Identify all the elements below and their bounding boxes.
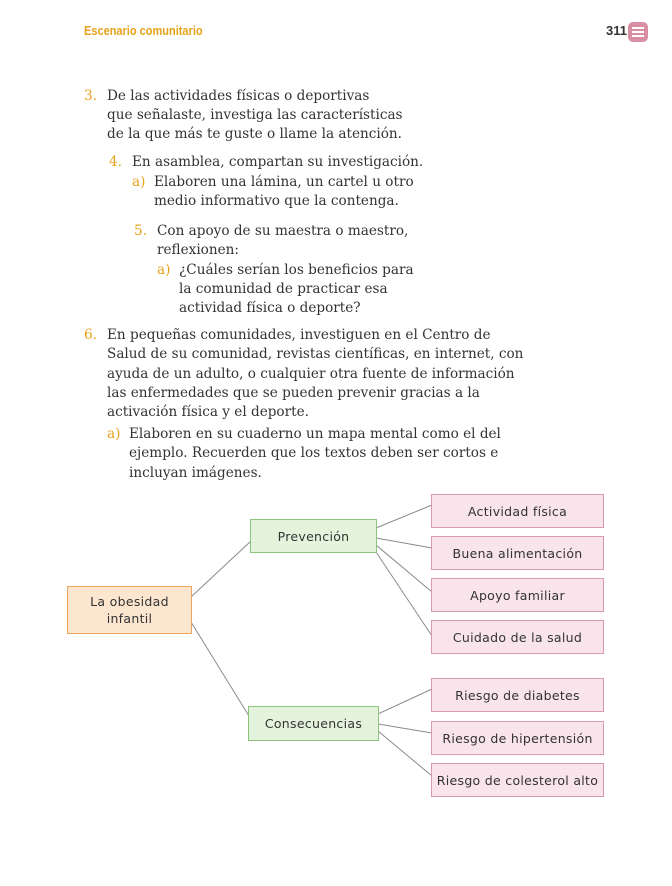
- connector-line: [376, 552, 432, 636]
- leaf-riesgo-hipertension: Riesgo de hipertensión: [431, 721, 604, 755]
- root-node: [67, 586, 192, 634]
- item-4-number: 4.: [109, 154, 122, 170]
- item-3-line: que señalaste, investiga las características: [107, 107, 403, 123]
- item-6a-line: ejemplo. Recuerden que los textos deben ser cortos e: [129, 445, 499, 461]
- item-4-text: En asamblea, compartan su investigación.: [132, 154, 424, 170]
- leaf-riesgo-colesterol: Riesgo de colesterol alto: [431, 763, 604, 797]
- page-number: 311: [606, 23, 627, 38]
- item-6-line: Salud de su comunidad, revistas científicas, en internet, con: [107, 346, 524, 362]
- item-5a-line: ¿Cuáles serían los beneficios para: [179, 262, 414, 278]
- item-5-line: reflexionen:: [157, 242, 239, 258]
- item-6a-line: incluyan imágenes.: [129, 465, 262, 481]
- connector-line: [376, 505, 432, 528]
- root-label-line: La obesidad: [90, 594, 169, 609]
- item-5a-line: la comunidad de practicar esa: [179, 281, 388, 297]
- leaf-buena-alimentacion: Buena alimentación: [431, 536, 604, 570]
- branch-prevencion: Prevención: [250, 519, 377, 553]
- item-4a-line: medio informativo que la contenga.: [154, 193, 399, 209]
- item-5a-line: actividad física o deporte?: [179, 300, 361, 316]
- connector-line: [191, 541, 251, 597]
- item-3-line: De las actividades físicas o deportivas: [107, 88, 370, 104]
- leaf-actividad-fisica: Actividad física: [431, 494, 604, 528]
- leaf-cuidado-salud: Cuidado de la salud: [431, 620, 604, 654]
- item-5-number: 5.: [134, 223, 147, 239]
- item-6-line: las enfermedades que se pueden prevenir gracias a la: [107, 385, 480, 401]
- connector-line: [378, 724, 432, 733]
- item-6-line: En pequeñas comunidades, investiguen en el Centro de: [107, 327, 491, 343]
- connector-line: [191, 622, 249, 716]
- item-6a-line: Elaboren en su cuaderno un mapa mental como el del: [129, 426, 501, 442]
- branch-consecuencias: Consecuencias: [248, 706, 379, 741]
- item-5a-label: a): [157, 262, 171, 278]
- connector-line: [376, 538, 432, 548]
- leaf-riesgo-diabetes: Riesgo de diabetes: [431, 678, 604, 712]
- item-6-line: ayuda de un adulto, o cualquier otra fuente de información: [107, 366, 515, 382]
- item-5-line: Con apoyo de su maestra o maestro,: [157, 223, 409, 239]
- item-3-number: 3.: [84, 88, 97, 104]
- item-6-number: 6.: [84, 327, 97, 343]
- section-title: Escenario comunitario: [84, 24, 203, 38]
- item-3-line: de la que más te guste o llame la atención.: [107, 126, 402, 142]
- item-6a-label: a): [107, 426, 121, 442]
- connector-line: [378, 731, 432, 776]
- leaf-apoyo-familiar: Apoyo familiar: [431, 578, 604, 612]
- connector-line: [376, 545, 432, 592]
- item-4a-line: Elaboren una lámina, un cartel u otro: [154, 174, 414, 190]
- root-label-line: infantil: [106, 611, 153, 626]
- item-6-line: activación física y el deporte.: [107, 404, 309, 420]
- item-4a-label: a): [132, 174, 146, 190]
- connector-line: [378, 689, 432, 714]
